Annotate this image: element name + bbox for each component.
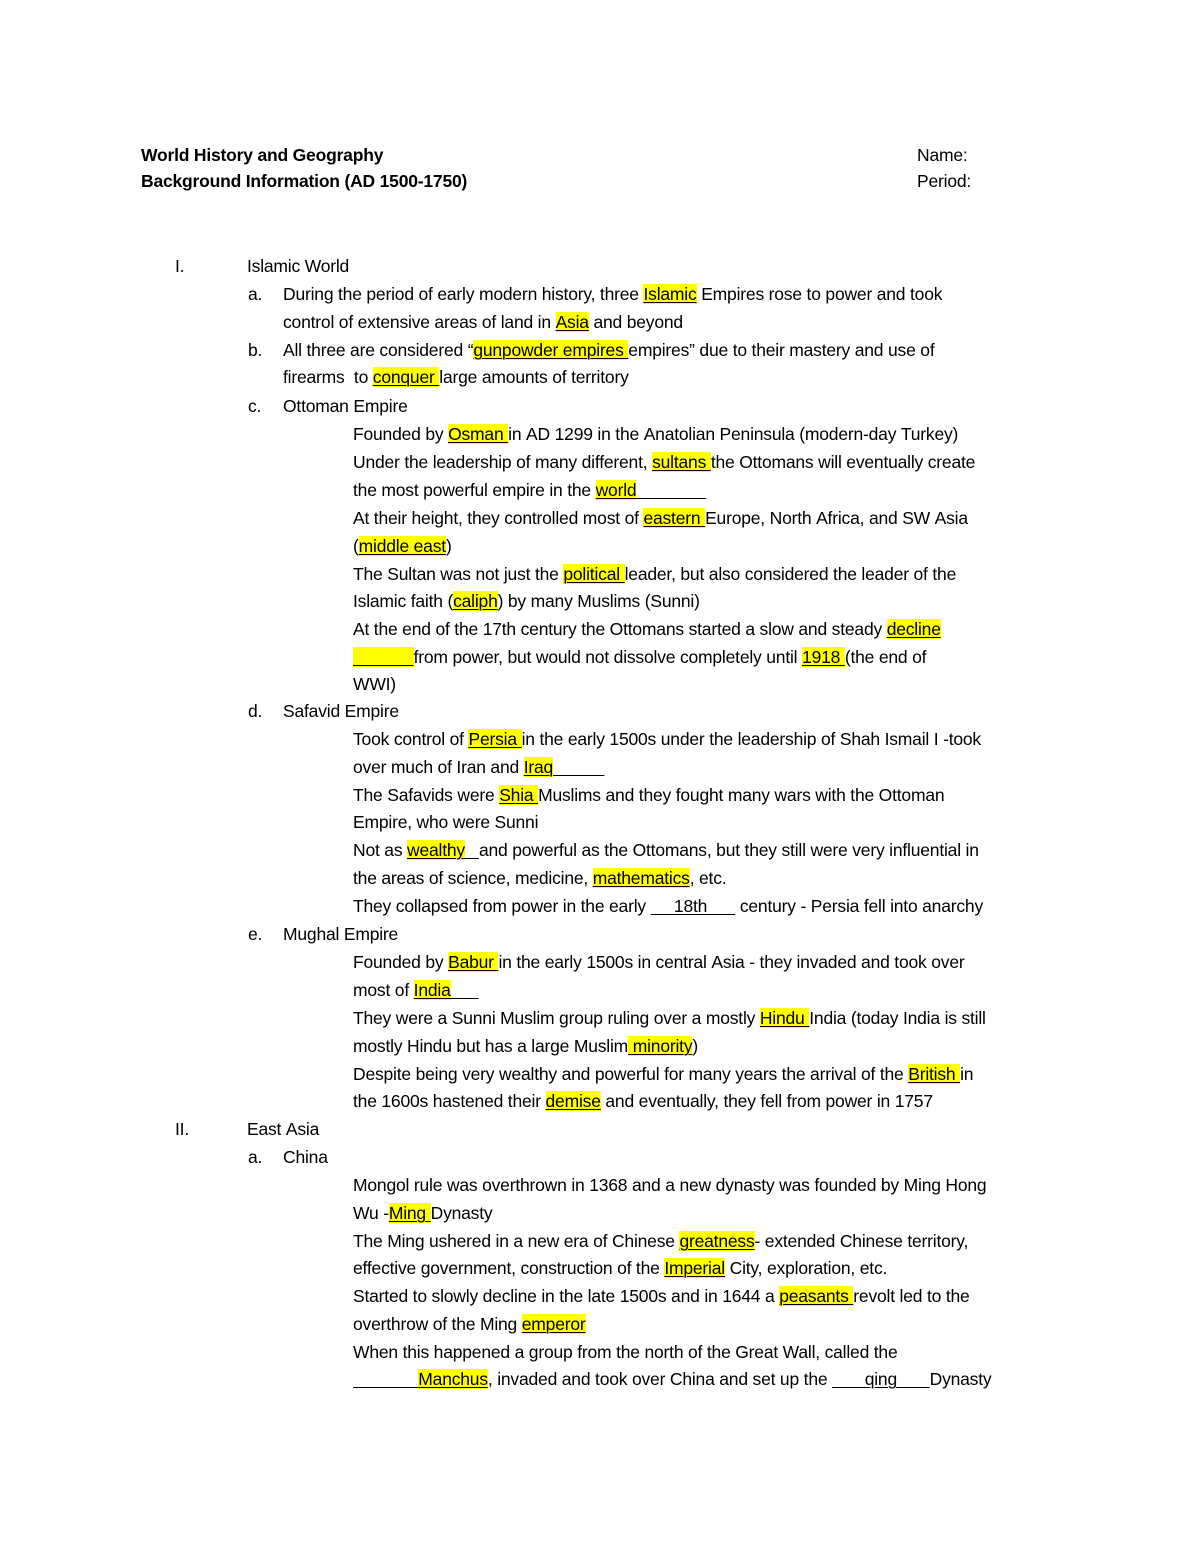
- answer-highlight: Islamic: [643, 284, 697, 304]
- text-run: effective government, construction of the: [353, 1258, 665, 1278]
- text-run: - extended Chinese territory,: [754, 1231, 969, 1251]
- period-label: Period:: [917, 171, 972, 191]
- outline-text: [353, 618, 941, 640]
- answer-blank: [353, 1369, 418, 1389]
- outline-text: [353, 951, 965, 973]
- outline-text: [353, 728, 981, 750]
- text-run: Wu -: [353, 1203, 389, 1223]
- text-run: The Sultan was not just the: [353, 564, 564, 584]
- outline-text: [353, 1341, 898, 1363]
- text-run: and powerful as the Ottomans, but they still were very influential in: [478, 840, 979, 860]
- text-run: in: [960, 1064, 974, 1084]
- outline-text: [283, 311, 683, 333]
- text-run: overthrow of the Ming: [353, 1314, 522, 1334]
- outline-text: [353, 1368, 991, 1390]
- answer-highlight: 1918: [802, 647, 845, 667]
- text-run: , invaded and took over China and set up the: [487, 1369, 833, 1389]
- answer-highlight: Shia: [499, 785, 539, 805]
- outline-text: [283, 923, 398, 945]
- document-subtitle: Background Information (AD 1500-1750): [141, 171, 468, 191]
- text-run: (the end of: [844, 647, 927, 667]
- text-run: ): [692, 1036, 699, 1056]
- outline-marker: c.: [248, 396, 262, 416]
- document-title: World History and Geography: [141, 145, 384, 165]
- outline-text: [283, 283, 942, 305]
- outline-text: [353, 1035, 698, 1057]
- answer-highlight: political: [563, 564, 625, 584]
- text-run: Founded by: [353, 952, 449, 972]
- text-run: Muslims and they fought many wars with the Ottoman: [538, 785, 945, 805]
- text-run: East Asia: [247, 1119, 320, 1139]
- text-run: large amounts of territory: [439, 367, 629, 387]
- answer-highlight: Hindu: [759, 1008, 810, 1028]
- text-run: WWI): [353, 674, 396, 694]
- outline-text: [247, 1118, 319, 1140]
- text-run: in the early 1500s in central Asia - they invaded and took over: [498, 952, 965, 972]
- answer-highlight: Asia: [555, 312, 589, 332]
- text-run: the Ottomans will eventually create: [710, 452, 976, 472]
- outline-text: [353, 867, 726, 889]
- outline-text: [353, 1063, 973, 1085]
- text-run: All three are considered “: [283, 340, 474, 360]
- text-run: the areas of science, medicine,: [353, 868, 593, 888]
- answer-highlight: mathematics: [592, 868, 690, 888]
- outline-text: [353, 507, 968, 529]
- answer-highlight: Osman: [448, 424, 509, 444]
- outline-text: [353, 1202, 492, 1224]
- outline-text: [353, 1313, 586, 1335]
- answer-highlight: gunpowder empires: [473, 340, 629, 360]
- answer-highlight: Imperial: [664, 1258, 725, 1278]
- text-run: Europe, North Africa, and SW Asia: [705, 508, 968, 528]
- outline-marker: b.: [248, 340, 263, 360]
- text-run: The Safavids were: [353, 785, 500, 805]
- answer-highlight: eastern: [643, 508, 706, 528]
- outline-text: [353, 839, 979, 861]
- outline-text: [353, 756, 604, 778]
- answer-blank: [451, 980, 479, 1000]
- outline-marker: a.: [248, 1147, 263, 1167]
- text-run: empires” due to their mastery and use of: [628, 340, 935, 360]
- answer-highlight: India: [413, 980, 451, 1000]
- outline-text: [283, 366, 629, 388]
- text-run: firearms to: [283, 367, 373, 387]
- outline-text: [353, 1174, 986, 1196]
- answer-blank: qing: [832, 1369, 930, 1389]
- outline-text: [283, 700, 399, 722]
- answer-blank: [636, 480, 706, 500]
- text-run: and eventually, they fell from power in 1757: [600, 1091, 933, 1111]
- text-run: The Ming ushered in a new era of Chinese: [353, 1231, 680, 1251]
- text-run: Despite being very wealthy and powerful for many years the arrival of the: [353, 1064, 909, 1084]
- text-run: century - Persia fell into anarchy: [735, 896, 984, 916]
- text-run: (: [353, 536, 359, 556]
- answer-highlight: middle east: [358, 536, 446, 556]
- text-run: revolt led to the: [853, 1286, 970, 1306]
- text-run: Dynasty: [430, 1203, 493, 1223]
- text-run: Ottoman Empire: [283, 396, 408, 416]
- text-run: They collapsed from power in the early: [353, 896, 651, 916]
- text-run: Mughal Empire: [283, 924, 399, 944]
- answer-highlight: minority: [628, 1036, 693, 1056]
- text-run: , etc.: [689, 868, 727, 888]
- outline-text: [353, 1285, 970, 1307]
- answer-highlight: peasants: [779, 1286, 854, 1306]
- text-run: the 1600s hastened their: [353, 1091, 546, 1111]
- outline-text: [353, 784, 944, 806]
- text-run: Safavid Empire: [283, 701, 399, 721]
- answer-highlight: British: [908, 1064, 961, 1084]
- outline-text: [353, 811, 538, 833]
- text-run: Dynasty: [929, 1369, 992, 1389]
- text-run: in AD 1299 in the Anatolian Peninsula (modern-day Turkey): [508, 424, 959, 444]
- answer-highlight: Babur: [448, 952, 499, 972]
- text-run: Empires rose to power and took: [696, 284, 943, 304]
- outline-text: [283, 339, 934, 361]
- outline-marker: I.: [175, 256, 185, 276]
- text-run: During the period of early modern history, three: [283, 284, 644, 304]
- outline-text: [353, 646, 926, 668]
- outline-marker: e.: [248, 924, 263, 944]
- text-run: over much of Iran and: [353, 757, 524, 777]
- outline-text: [353, 979, 479, 1001]
- answer-highlight: demise: [545, 1091, 601, 1111]
- text-run: Islamic faith (: [353, 591, 454, 611]
- outline-text: [247, 255, 349, 277]
- answer-highlight: conquer: [372, 367, 440, 387]
- answer-highlight: Ming: [388, 1203, 431, 1223]
- outline-text: [283, 1146, 328, 1168]
- answer-highlight: world: [595, 480, 637, 500]
- answer-blank: [553, 757, 604, 777]
- text-run: India (today India is still: [809, 1008, 986, 1028]
- text-run: Took control of: [353, 729, 469, 749]
- answer-highlight: emperor: [521, 1314, 586, 1334]
- text-run: City, exploration, etc.: [724, 1258, 888, 1278]
- text-run: the most powerful empire in the: [353, 480, 596, 500]
- name-label: Name:: [917, 145, 968, 165]
- outline-marker: II.: [175, 1119, 189, 1139]
- answer-highlight: decline: [886, 619, 941, 639]
- answer-highlight: caliph: [453, 591, 498, 611]
- answer-highlight: Iraq: [523, 757, 554, 777]
- answer-highlight: Persia: [468, 729, 522, 749]
- text-run: Islamic World: [247, 256, 350, 276]
- text-run: in the early 1500s under the leadership of Shah Ismail I -took: [521, 729, 981, 749]
- text-run: At their height, they controlled most of: [353, 508, 644, 528]
- answer-highlight: Manchus: [418, 1369, 488, 1389]
- outline-text: [353, 895, 983, 917]
- text-run: from power, but would not dissolve completely until: [413, 647, 803, 667]
- text-run: China: [283, 1147, 328, 1167]
- text-run: mostly Hindu but has a large Muslim: [353, 1036, 629, 1056]
- answer-blank: [465, 840, 479, 860]
- answer-highlight: sultans: [652, 452, 711, 472]
- answer-highlight: greatness: [679, 1231, 755, 1251]
- outline-text: [353, 1090, 933, 1112]
- outline-text: [353, 535, 452, 557]
- text-run: ) by many Muslims (Sunni): [497, 591, 700, 611]
- text-run: leader, but also considered the leader of the: [624, 564, 957, 584]
- text-run: Empire, who were Sunni: [353, 812, 539, 832]
- text-run: They were a Sunni Muslim group ruling over a mostly: [353, 1008, 760, 1028]
- outline-text: [353, 451, 975, 473]
- outline-marker: a.: [248, 284, 263, 304]
- text-run: control of extensive areas of land in: [283, 312, 556, 332]
- outline-text: [353, 1007, 986, 1029]
- text-run: Started to slowly decline in the late 1500s and in 1644 a: [353, 1286, 780, 1306]
- text-run: Not as: [353, 840, 408, 860]
- text-run: At the end of the 17th century the Ottomans started a slow and steady: [353, 619, 887, 639]
- text-run: ): [445, 536, 452, 556]
- outline-text: [353, 1257, 887, 1279]
- text-run: When this happened a group from the north of the Great Wall, called the: [353, 1342, 898, 1362]
- text-run: Founded by: [353, 424, 449, 444]
- outline-text: [353, 423, 958, 445]
- outline-text: [283, 395, 408, 417]
- outline-text: [353, 673, 396, 695]
- text-run: and beyond: [588, 312, 683, 332]
- answer-blank: 18th: [650, 896, 736, 916]
- outline-text: [353, 479, 706, 501]
- answer-highlight: [353, 647, 414, 667]
- outline-marker: d.: [248, 701, 263, 721]
- text-run: most of: [353, 980, 414, 1000]
- outline-text: [353, 590, 700, 612]
- answer-highlight: wealthy: [407, 840, 465, 860]
- outline-text: [353, 563, 956, 585]
- outline-text: [353, 1230, 968, 1252]
- text-run: Mongol rule was overthrown in 1368 and a new dynasty was founded by Ming Hong: [353, 1175, 987, 1195]
- text-run: Under the leadership of many different,: [353, 452, 653, 472]
